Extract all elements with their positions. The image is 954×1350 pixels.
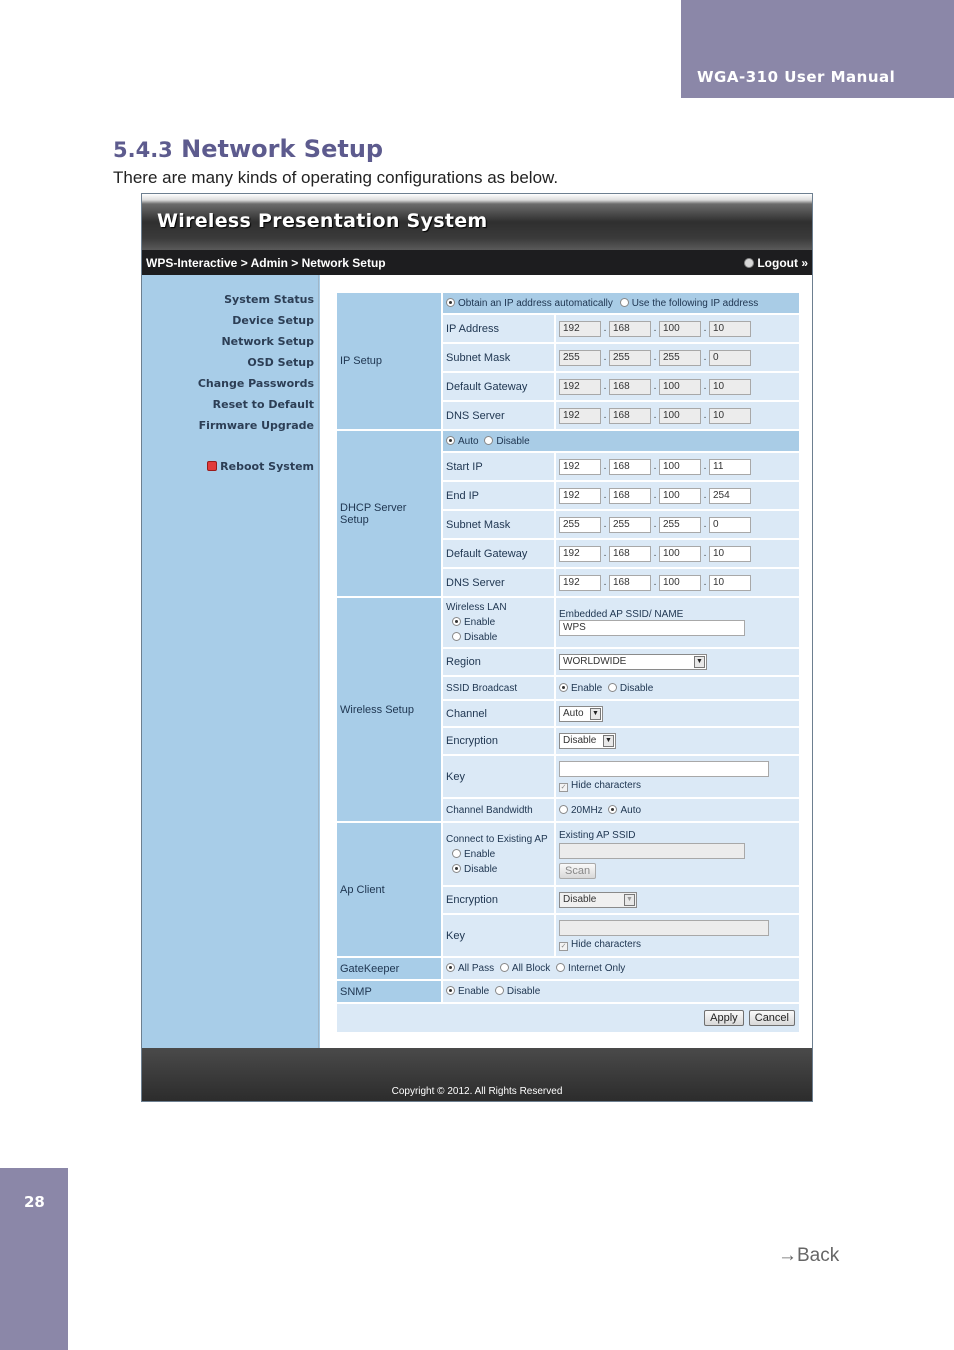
ip-octet[interactable]: 10 [709, 379, 751, 395]
dhcp-mode-row [442, 430, 800, 452]
ip-octet[interactable]: 255 [559, 517, 601, 533]
ip-octet[interactable]: 192 [559, 408, 601, 424]
network-form [335, 291, 801, 1034]
channel-select[interactable] [559, 706, 603, 722]
ap-enable-radio[interactable] [452, 849, 461, 858]
ip-octet[interactable]: 0 [709, 517, 751, 533]
internet-only-label: Internet Only [568, 963, 626, 974]
network-setup-screenshot [141, 193, 813, 1102]
ip-octet[interactable]: 192 [559, 546, 601, 562]
broadcast-disable-label: Disable [619, 682, 654, 694]
sidebar-item-osd-setup[interactable]: OSD Setup [247, 356, 314, 369]
connect-ap-cell [442, 822, 555, 886]
sidebar-item-network-setup[interactable]: Network Setup [221, 335, 314, 348]
ip-octet[interactable]: 254 [709, 488, 751, 504]
reboot-icon [207, 461, 217, 471]
cancel-button[interactable]: Cancel [749, 1010, 795, 1026]
ap-client-group: Ap Client [336, 822, 442, 957]
ip-octet[interactable]: 192 [559, 321, 601, 337]
ip-mode-row [442, 292, 800, 314]
internet-only-radio[interactable] [556, 963, 565, 972]
connect-ap-label: Connect to Existing AP [446, 833, 548, 845]
broadcast-disable-radio[interactable] [608, 683, 617, 692]
default-gateway-field: 192 . 168 . 100 . 10 [555, 372, 800, 401]
hide-characters-checkbox[interactable]: ✓ [560, 784, 567, 791]
ip-octet[interactable]: 192 [559, 488, 601, 504]
ip-setup-group: IP Setup [336, 292, 442, 430]
sidebar-item-device-setup[interactable]: Device Setup [232, 314, 314, 327]
logout-icon [744, 258, 754, 268]
ip-octet[interactable]: 168 [609, 546, 651, 562]
snmp-disable-radio[interactable] [495, 986, 504, 995]
region-label: Region [442, 648, 555, 676]
dhcp-auto-label: Auto [458, 435, 479, 447]
ip-octet[interactable]: 11 [709, 459, 751, 475]
dns-server-field: 192 . 168 . 100 . 10 [555, 401, 800, 430]
wireless-lan-cell [442, 597, 555, 648]
wlan-enable-radio[interactable] [452, 617, 461, 626]
breadcrumb: WPS-Interactive > Admin > Network Setup [146, 256, 386, 270]
ap-disable-radio[interactable] [452, 864, 461, 873]
dhcp-dns-label: DNS Server [442, 568, 555, 597]
ssid-cell [555, 597, 800, 648]
ip-octet[interactable]: 168 [609, 575, 651, 591]
ip-octet[interactable]: 10 [709, 546, 751, 562]
app-banner [142, 194, 812, 250]
ip-octet[interactable]: 10 [709, 321, 751, 337]
ip-octet[interactable]: 168 [609, 459, 651, 475]
ap-hide-characters-checkbox[interactable]: ✓ [560, 943, 567, 950]
nav-bar [142, 250, 812, 275]
bandwidth-label: Channel Bandwidth [442, 798, 555, 822]
encryption-value: Disable [563, 735, 597, 746]
ap-encryption-label: Encryption [442, 886, 555, 914]
broadcast-enable-label: Enable [571, 682, 603, 694]
region-select[interactable] [559, 654, 707, 670]
banner-title: Wireless Presentation System [157, 210, 488, 232]
channel-value: Auto [563, 707, 584, 719]
app-footer [142, 1048, 812, 1102]
chevron-down-icon: ▼ [694, 656, 705, 668]
ip-octet[interactable]: 100 [659, 575, 701, 591]
end-ip-field: 192 . 168 . 100 . 254 [555, 481, 800, 510]
all-block-label: All Block [511, 963, 551, 974]
bw-20-radio[interactable] [559, 805, 568, 814]
ap-enable-label: Enable [464, 848, 496, 860]
hide-characters-label: Hide characters [571, 780, 642, 791]
ip-octet[interactable]: 192 [559, 379, 601, 395]
ap-encryption-select[interactable] [559, 892, 637, 908]
sidebar-item-system-status[interactable]: System Status [224, 293, 314, 306]
wireless-group: Wireless Setup [336, 597, 442, 822]
ip-mode-auto-label: Obtain an IP address automatically [458, 297, 613, 309]
ip-octet[interactable]: 255 [659, 350, 701, 366]
ip-octet[interactable]: 100 [659, 459, 701, 475]
ap-encryption-value: Disable [563, 894, 597, 905]
all-pass-radio[interactable] [446, 963, 455, 972]
section-number: 5.4.3 [113, 138, 173, 162]
ip-mode-manual-label: Use the following IP address [631, 297, 759, 309]
wlan-enable-label: Enable [464, 617, 496, 628]
wireless-lan-label: Wireless LAN [446, 602, 507, 613]
ip-mode-auto-radio[interactable] [446, 298, 455, 307]
sidebar-item-firmware-upgrade[interactable]: Firmware Upgrade [198, 419, 314, 432]
reboot-label: Reboot System [220, 460, 314, 473]
ip-octet[interactable]: 100 [659, 321, 701, 337]
ip-octet[interactable]: 255 [609, 517, 651, 533]
ip-octet[interactable]: 168 [609, 488, 651, 504]
wlan-disable-radio[interactable] [452, 632, 461, 641]
dhcp-gateway-label: Default Gateway [442, 539, 555, 568]
bw-20-label: 20MHz [571, 804, 603, 816]
ap-hide-characters-label: Hide characters [571, 939, 642, 950]
start-ip-field: 192 . 168 . 100 . 11 [555, 452, 800, 481]
ip-octet[interactable]: 192 [559, 575, 601, 591]
logout-link[interactable] [744, 256, 808, 270]
ip-address-field: 192 . 168 . 100 . 10 [555, 314, 800, 343]
dhcp-disable-radio[interactable] [484, 436, 493, 445]
ssid-label: Embedded AP SSID/ NAME [559, 609, 684, 620]
broadcast-enable-radio[interactable] [559, 683, 568, 692]
subnet-mask-field: 255 . 255 . 255 . 0 [555, 343, 800, 372]
encryption-label: Encryption [442, 727, 555, 755]
existing-ssid-input[interactable] [559, 843, 745, 859]
page-number: 28 [24, 1193, 45, 1211]
copyright: Copyright © 2012. All Rights Reserved [391, 1086, 563, 1097]
ip-octet[interactable]: 192 [559, 459, 601, 475]
subnet-mask-label: Subnet Mask [442, 343, 555, 372]
region-value: WORLDWIDE [563, 656, 627, 667]
sidebar [142, 275, 319, 1048]
bw-auto-label: Auto [620, 804, 642, 816]
ssid-broadcast-label: SSID Broadcast [442, 676, 555, 700]
ip-octet[interactable]: 255 [659, 517, 701, 533]
start-ip-label: Start IP [442, 452, 555, 481]
section-intro: There are many kinds of operating configurations as below. [113, 168, 559, 187]
dhcp-disable-label: Disable [496, 435, 530, 447]
ap-key-input[interactable] [559, 920, 769, 936]
ip-octet[interactable]: 100 [659, 488, 701, 504]
snmp-enable-radio[interactable] [446, 986, 455, 995]
snmp-enable-label: Enable [458, 986, 490, 997]
logout-label: Logout » [757, 256, 808, 270]
sidebar-item-change-passwords[interactable]: Change Passwords [197, 377, 314, 390]
ip-octet[interactable]: 100 [659, 546, 701, 562]
ip-mode-manual-radio[interactable] [620, 298, 629, 307]
content-panel [320, 275, 812, 1048]
ip-octet[interactable]: 0 [709, 350, 751, 366]
all-pass-label: All Pass [458, 963, 495, 974]
ip-octet[interactable]: 100 [659, 408, 701, 424]
ap-disable-label: Disable [464, 863, 498, 875]
dhcp-group: DHCP Server Setup [336, 430, 442, 597]
dhcp-gateway-field: 192 . 168 . 100 . 10 [555, 539, 800, 568]
gatekeeper-group: GateKeeper [336, 957, 442, 980]
scan-button[interactable]: Scan [559, 863, 596, 879]
bw-auto-radio[interactable] [608, 805, 617, 814]
wlan-disable-label: Disable [464, 632, 498, 643]
channel-label: Channel [442, 700, 555, 727]
chevron-down-icon: ▼ [590, 708, 601, 720]
ip-octet[interactable]: 100 [659, 379, 701, 395]
ap-key-label: Key [442, 914, 555, 957]
ip-octet[interactable]: 255 [609, 350, 651, 366]
manual-title: WGA-310 User Manual [697, 68, 896, 86]
dhcp-auto-radio[interactable] [446, 436, 455, 445]
chevron-down-icon: ▼ [603, 735, 614, 747]
key-label: Key [442, 755, 555, 798]
dhcp-subnet-mask-label: Subnet Mask [442, 510, 555, 539]
existing-ssid-label: Existing AP SSID [559, 829, 636, 841]
ip-octet[interactable]: 10 [709, 575, 751, 591]
back-link[interactable]: →Back [778, 1245, 840, 1266]
dhcp-subnet-mask-field: 255 . 255 . 255 . 0 [555, 510, 800, 539]
apply-button[interactable]: Apply [704, 1010, 744, 1026]
sidebar-item-reboot-system[interactable] [207, 460, 314, 473]
sidebar-item-reset-to-default[interactable]: Reset to Default [212, 398, 314, 411]
ip-address-label: IP Address [442, 314, 555, 343]
section-heading [113, 135, 383, 163]
snmp-group: SNMP [336, 980, 442, 1003]
chevron-down-icon: ▼ [624, 894, 635, 906]
encryption-select[interactable] [559, 733, 616, 749]
ip-octet[interactable]: 168 [609, 408, 651, 424]
ip-octet[interactable]: 168 [609, 379, 651, 395]
section-title: Network Setup [181, 135, 384, 163]
key-input[interactable] [559, 761, 769, 777]
all-block-radio[interactable] [500, 963, 509, 972]
action-row [336, 1003, 800, 1033]
ssid-input[interactable]: WPS [559, 620, 745, 636]
ip-octet[interactable]: 10 [709, 408, 751, 424]
dns-server-label: DNS Server [442, 401, 555, 430]
ip-octet[interactable]: 168 [609, 321, 651, 337]
default-gateway-label: Default Gateway [442, 372, 555, 401]
ip-octet[interactable]: 255 [559, 350, 601, 366]
dhcp-dns-field: 192 . 168 . 100 . 10 [555, 568, 800, 597]
snmp-disable-label: Disable [506, 986, 541, 997]
end-ip-label: End IP [442, 481, 555, 510]
